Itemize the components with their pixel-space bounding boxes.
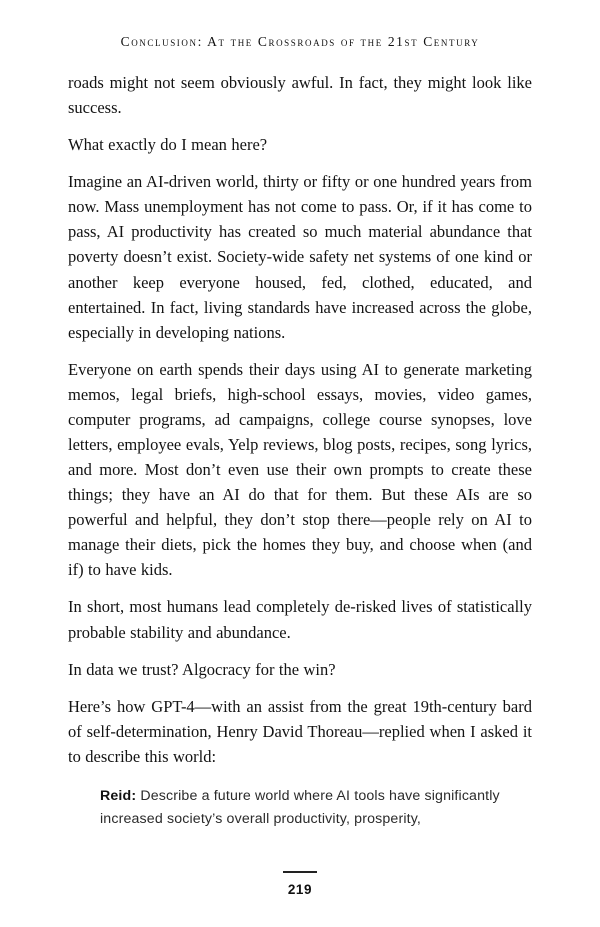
body-paragraph: In data we trust? Algocracy for the win? [68, 659, 336, 679]
body-paragraph: Everyone on earth spends their days using AI to generate marketing memos, legal briefs, high-school essays, movies, video games, computer programs, ad campaigns, college course synopses, love letters, employee evals, Yelp reviews, blog posts, recipes, song lyrics, and more. Most don’t even use their own prompts to create these things; they have an AI do that for them. But these AIs are so powerful and helpful, they don’t stop there—people rely on AI to manage their diets, pick the homes they buy, and choose when (and if) to have kids. [68, 359, 532, 580]
quote-text: Describe a future world where AI tools have significantly increased society’s overall productivity, prosperity, [100, 787, 500, 827]
body-paragraph: Imagine an AI-driven world, thirty or fifty or one hundred years from now. Mass unemployment has not come to pass. Or, if it has come to pass, AI productivity has created so much material abundance that poverty doesn’t exist. Society-wide safety net systems of one kind or another keep everyone housed, fed, clothed, educated, and entertained. In fact, living standards have increased across the globe, especially in developing nations. [68, 172, 532, 342]
quote-speaker: Reid: [100, 787, 137, 804]
page-number: 219 [287, 882, 313, 897]
body-paragraph: roads might not seem obviously awful. In fact, they might look like success. [68, 73, 532, 118]
body-paragraph: What exactly do I mean here? [68, 135, 268, 155]
footer-divider [283, 871, 317, 873]
page-body [68, 70, 532, 769]
dialogue-quote [100, 785, 532, 831]
body-paragraph: Here’s how GPT-4—with an assist from the great 19th-century bard of self-determination, Henry David Thoreau—replied when I asked it to describe this world: [68, 696, 532, 766]
body-paragraph: In short, most humans lead completely de-risked lives of statistically probable stability and abundance. [68, 597, 532, 642]
running-header: Conclusion: At the Crossroads of the 21st Century [120, 34, 480, 49]
page-footer [0, 871, 600, 897]
